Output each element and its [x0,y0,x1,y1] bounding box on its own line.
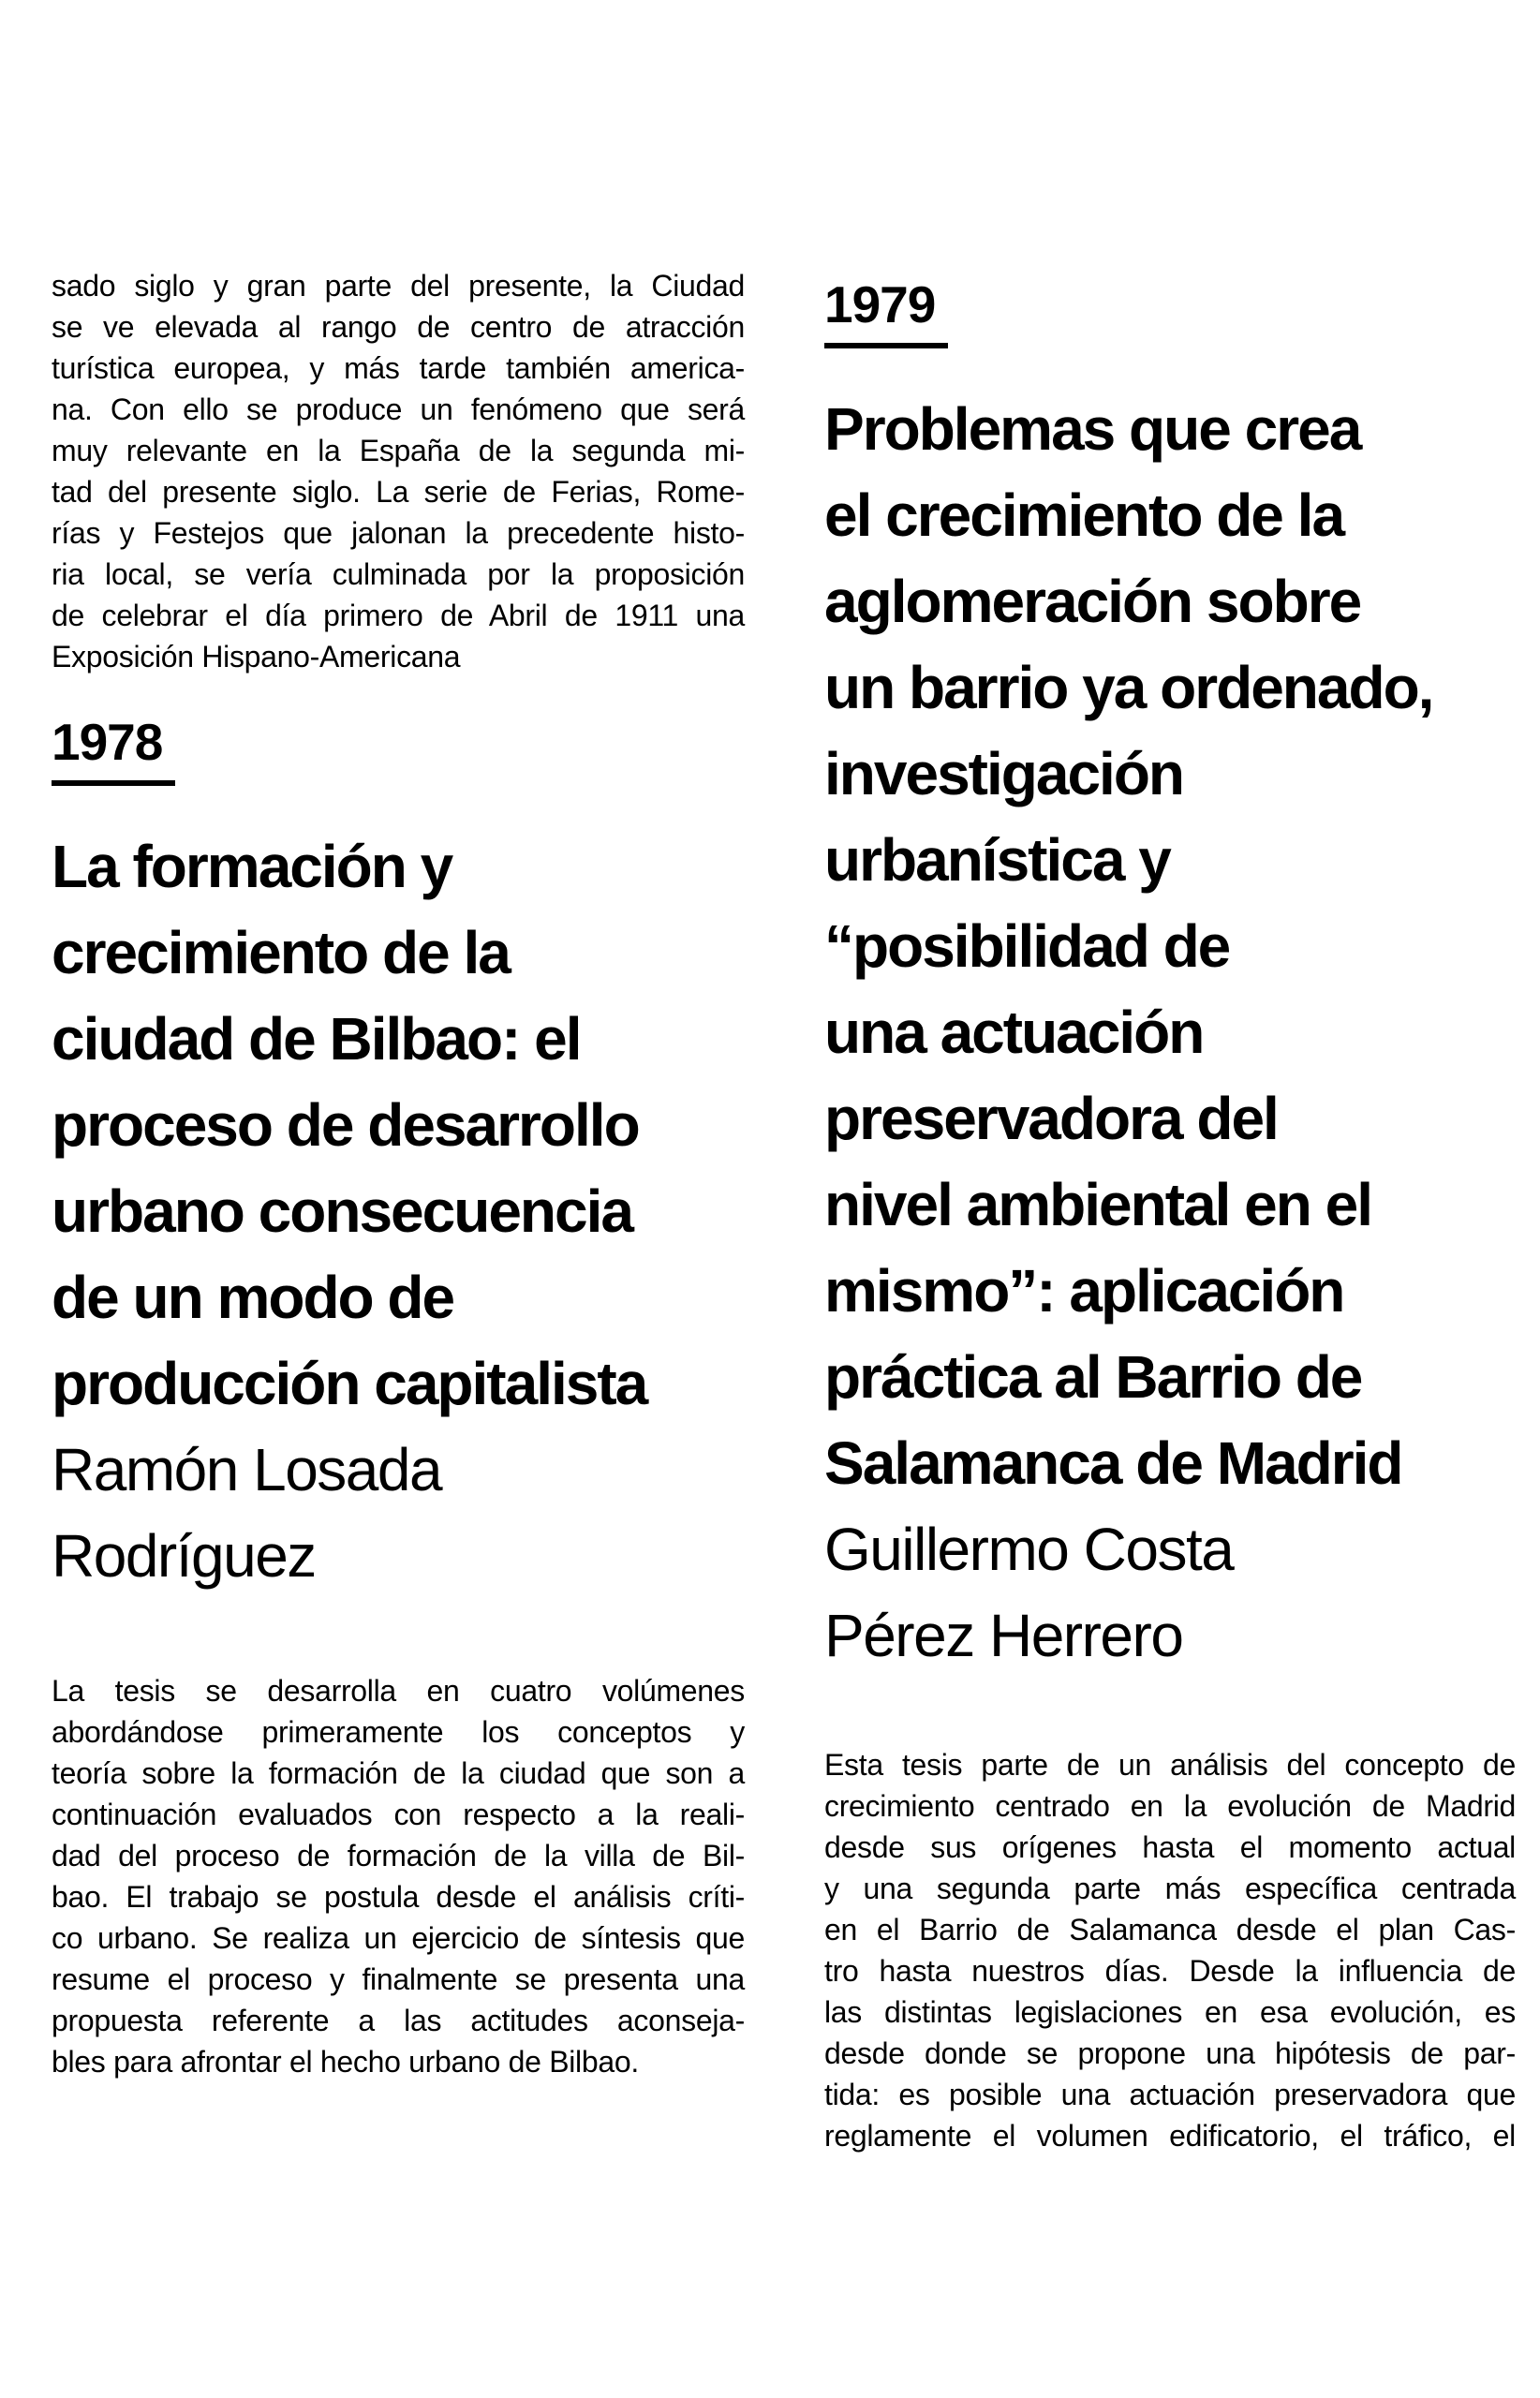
left-column [52,0,745,2082]
text-line: las distintas legislaciones en esa evolución, es [824,1995,1516,2029]
text-line: una actuación [824,999,1204,1066]
text-line: urbano consecuencia [52,1177,632,1245]
text-line: proceso de desarrollo [52,1091,639,1159]
text-line: dad del proceso de formación de la villa de Bil- [52,1839,745,1873]
thesis-author-1979 [824,1506,1516,1679]
thesis-title-1979 [824,386,1516,1506]
text-line: sado siglo y gran parte del presente, la Ciudad [52,269,745,303]
text-line: en el Barrio de Salamanca desde el plan Cas- [824,1913,1516,1947]
text-line: Esta tesis parte de un análisis del concepto de [824,1748,1516,1782]
text-line: Exposición Hispano-Americana [52,640,461,674]
text-line: y una segunda parte más específica centrada [824,1872,1516,1905]
text-line: producción capitalista [52,1350,647,1417]
text-line: propuesta referente a las actitudes aconseja- [52,2004,745,2037]
text-line: tida: es posible una actuación preservadora que [824,2078,1516,2111]
text-line: crecimiento de la [52,919,510,986]
text-line: ria local, se vería culminada por la proposición [52,557,745,591]
text-line: investigación [824,740,1183,807]
text-line: nivel ambiental en el [824,1171,1371,1238]
right-column [824,0,1516,2156]
text-line: Rodríguez [52,1522,316,1590]
text-line: ciudad de Bilbao: el [52,1005,581,1073]
text-line: crecimiento centrado en la evolución de Madrid [824,1789,1516,1823]
year-heading-1978 [52,713,745,786]
text-line: desde donde se propone una hipótesis de par- [824,2036,1516,2070]
text-line: se ve elevada al rango de centro de atracción [52,310,745,344]
text-line: el crecimiento de la [824,481,1344,549]
text-line: de un modo de [52,1264,454,1331]
text-line: “posibilidad de [824,912,1230,980]
thesis-author-1978 [52,1427,745,1599]
text-line: aglomeración sobre [824,568,1361,635]
text-line: mismo”: aplicación [824,1257,1344,1325]
text-line: desde sus orígenes hasta el momento actual [824,1830,1516,1864]
text-line: Guillermo Costa [824,1516,1234,1583]
year-heading-text: 1978 [52,717,175,786]
text-line: preservadora del [824,1085,1278,1152]
text-line: teoría sobre la formación de la ciudad que son a [52,1756,745,1790]
text-line: tad del presente siglo. La serie de Ferias, Rome- [52,475,745,509]
text-line: resume el proceso y finalmente se presenta una [52,1962,745,1996]
text-line: La tesis se desarrolla en cuatro volúmenes [52,1674,745,1708]
thesis-abstract-1978 [52,1670,745,2082]
text-line: co urbano. Se realiza un ejercicio de síntesis que [52,1921,745,1955]
year-heading-1979 [824,275,1516,348]
text-line: na. Con ello se produce un fenómeno que será [52,392,745,426]
text-line: reglamente el volumen edificatorio, el tráfico, el [824,2119,1516,2153]
text-line: rías y Festejos que jalonan la precedente histo- [52,516,745,550]
text-line: de celebrar el día primero de Abril de 1911 una [52,599,745,632]
text-line: Problemas que crea [824,395,1361,463]
text-line: bles para afrontar el hecho urbano de Bilbao. [52,2045,639,2079]
thesis-abstract-1979 [824,1744,1516,2156]
thesis-title-1978 [52,823,745,1427]
text-line: muy relevante en la España de la segunda mi- [52,434,745,467]
text-line: Pérez Herrero [824,1602,1183,1669]
intro-paragraph [52,265,745,677]
text-line: práctica al Barrio de [824,1343,1362,1411]
text-line: Ramón Losada [52,1436,442,1503]
text-line: Salamanca de Madrid [824,1429,1402,1497]
text-line: turística europea, y más tarde también america- [52,351,745,385]
text-line: tro hasta nuestros días. Desde la influencia de [824,1954,1516,1988]
year-heading-text: 1979 [824,279,948,348]
text-line: un barrio ya ordenado, [824,654,1433,721]
text-line: bao. El trabajo se postula desde el análisis críti- [52,1880,745,1914]
text-line: urbanística y [824,826,1170,894]
text-line: continuación evaluados con respecto a la reali- [52,1798,745,1831]
text-line: abordándose primeramente los conceptos y [52,1715,745,1749]
text-line: La formación y [52,833,452,900]
